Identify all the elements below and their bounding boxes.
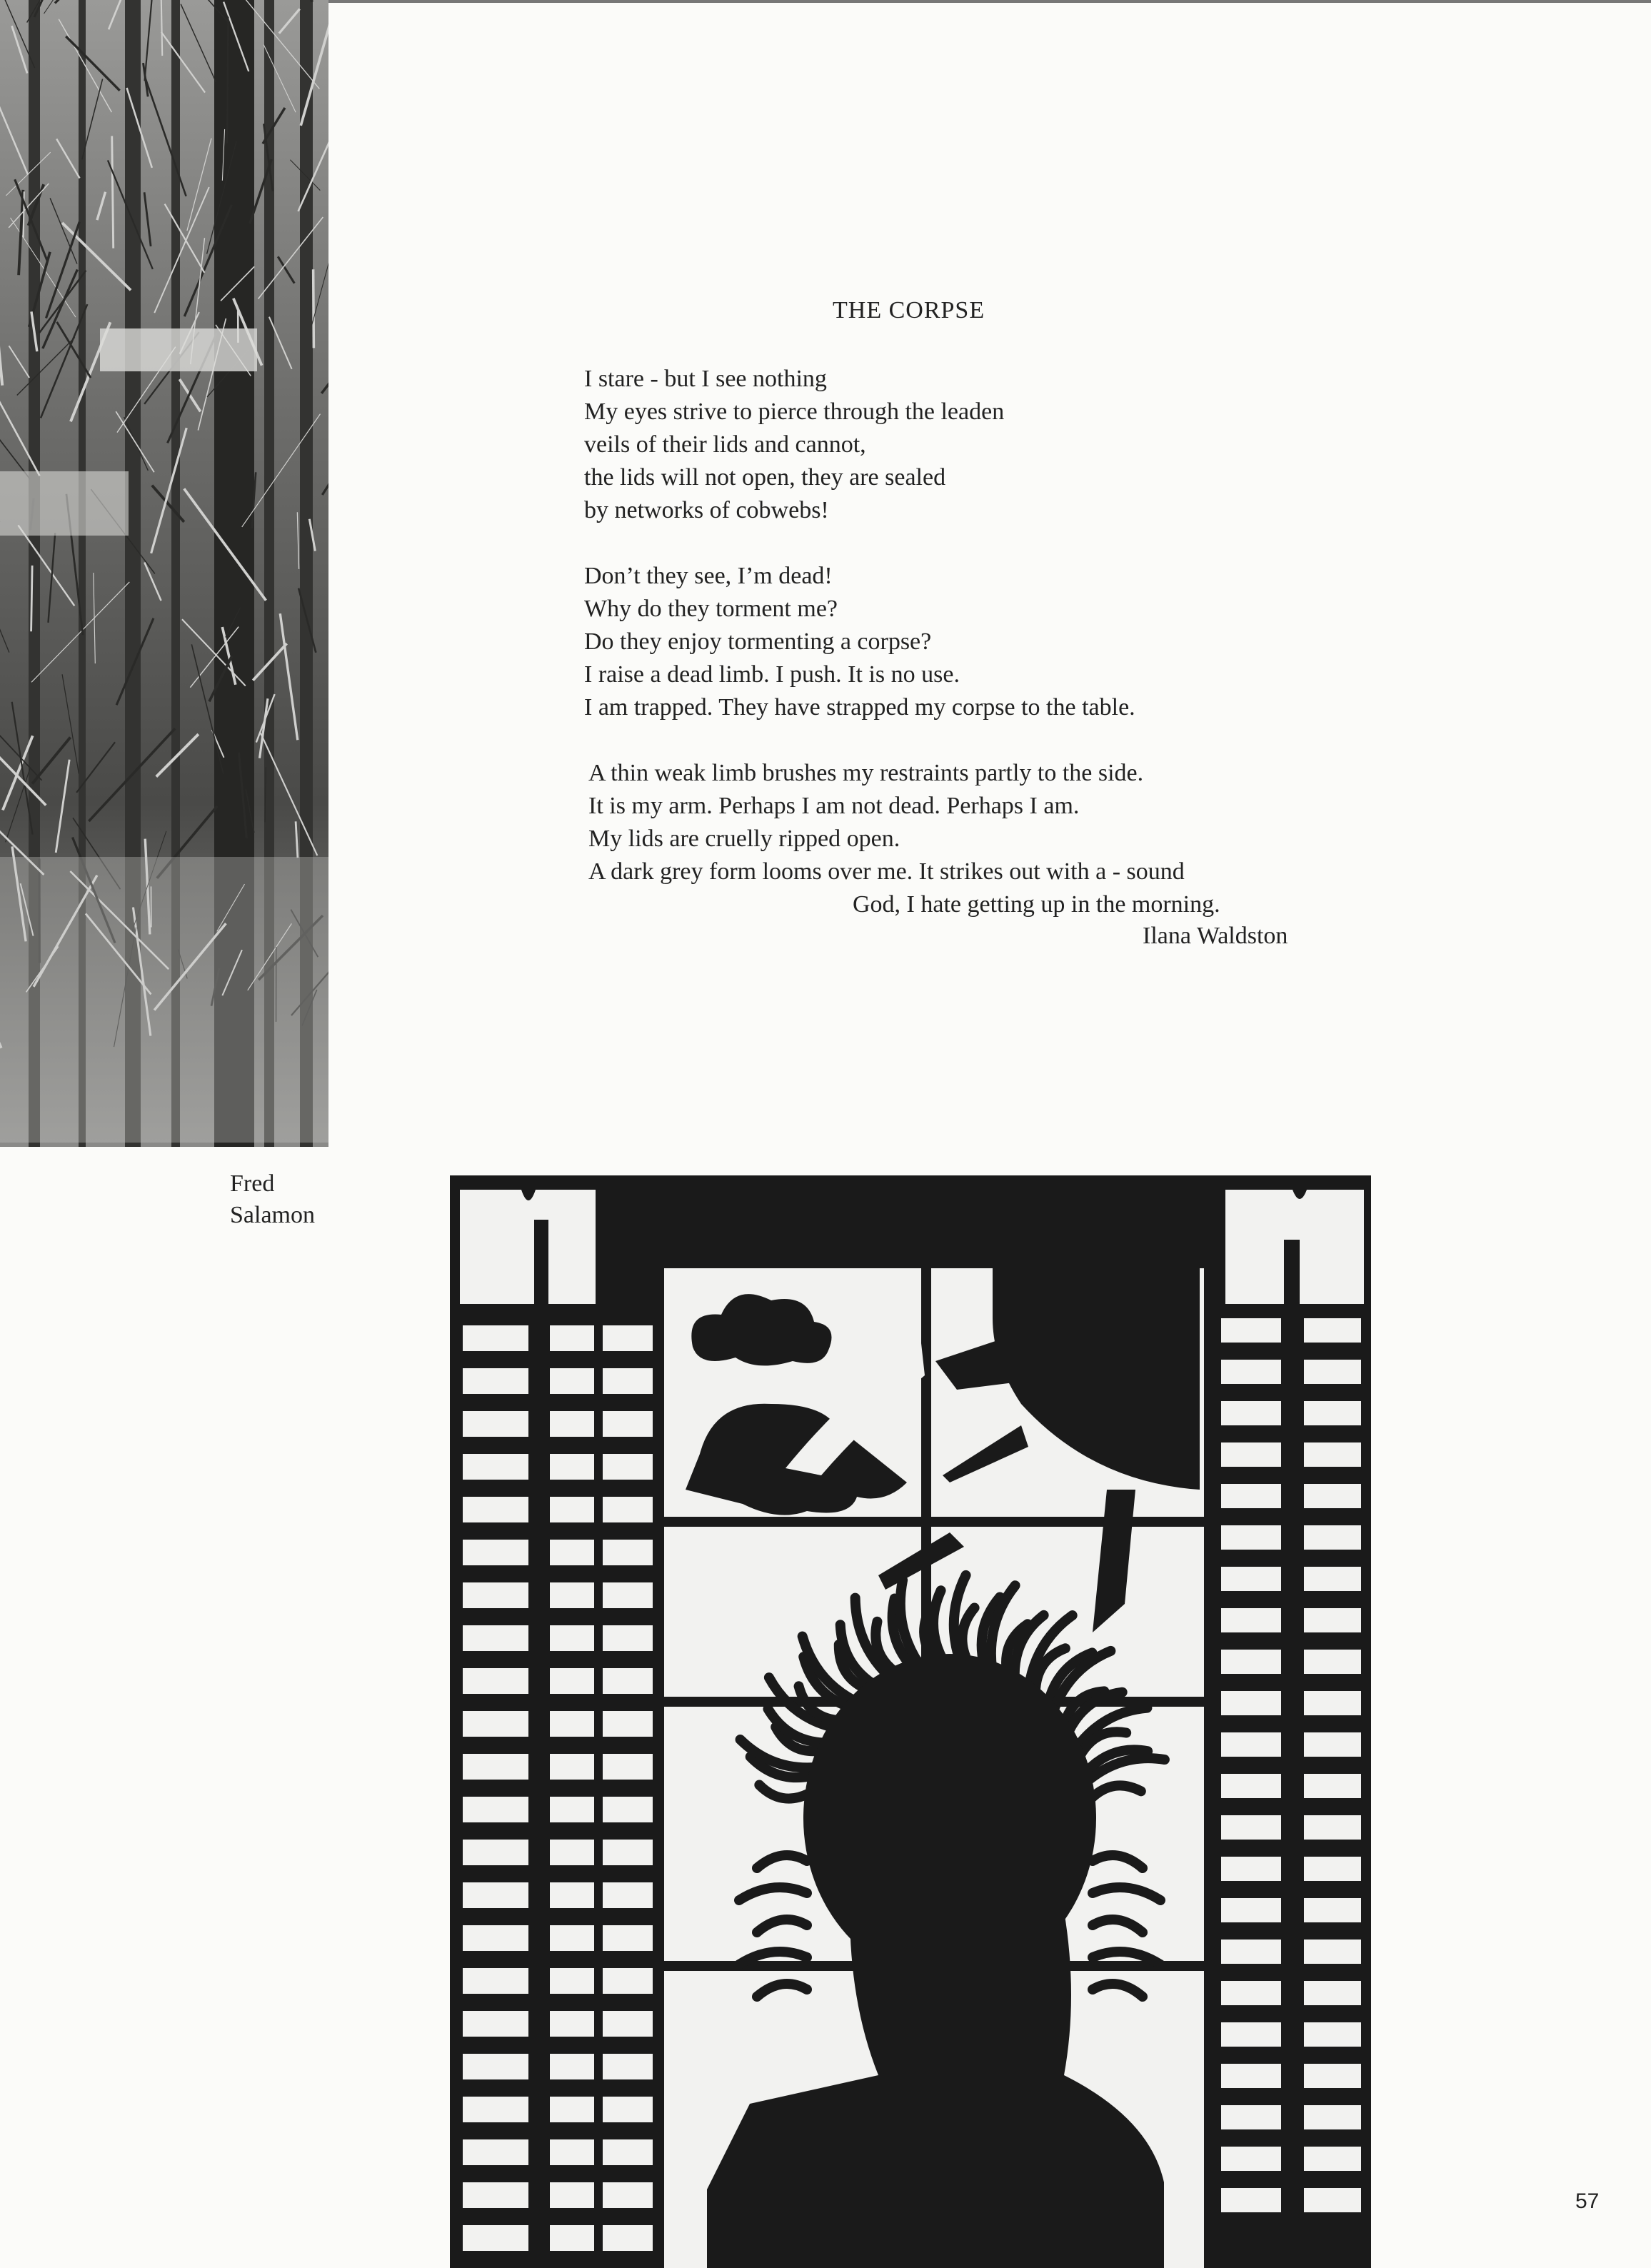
photo-credit-first: Fred	[230, 1170, 275, 1197]
photo-credit	[230, 1168, 315, 1231]
poem-line: veils of their lids and cannot,	[584, 431, 866, 458]
photo-credit-last: Salamon	[230, 1202, 315, 1228]
poem-line: A dark grey form looms over me. It strikes out with a - sound	[588, 858, 1185, 885]
poem-line: the lids will not open, they are sealed	[584, 464, 946, 491]
poem-author: Ilana Waldston	[1143, 923, 1288, 949]
poem-line: Do they enjoy tormenting a corpse?	[584, 628, 932, 655]
poem-line: A thin weak limb brushes my restraints partly to the side.	[588, 760, 1144, 786]
silhouette-artwork	[450, 1175, 1371, 2268]
poem-line: I stare - but I see nothing	[584, 366, 827, 392]
poem-line: Don’t they see, I’m dead!	[584, 563, 833, 589]
poem-line: by networks of cobwebs!	[584, 497, 829, 523]
poem-line: I am trapped. They have strapped my corpse to the table.	[584, 694, 1135, 721]
forest-photo	[0, 0, 328, 1147]
poem-line: My lids are cruelly ripped open.	[588, 826, 900, 852]
page-number: 57	[1575, 2189, 1600, 2213]
poem-line: It is my arm. Perhaps I am not dead. Perhaps I am.	[588, 793, 1080, 819]
poem-title: THE CORPSE	[833, 297, 985, 323]
poem-line: Why do they torment me?	[584, 596, 838, 622]
poem-line: My eyes strive to pierce through the leaden	[584, 398, 1005, 425]
poem-line: I raise a dead limb. I push. It is no use.	[584, 661, 960, 688]
poem-closing-line: God, I hate getting up in the morning.	[853, 891, 1220, 918]
